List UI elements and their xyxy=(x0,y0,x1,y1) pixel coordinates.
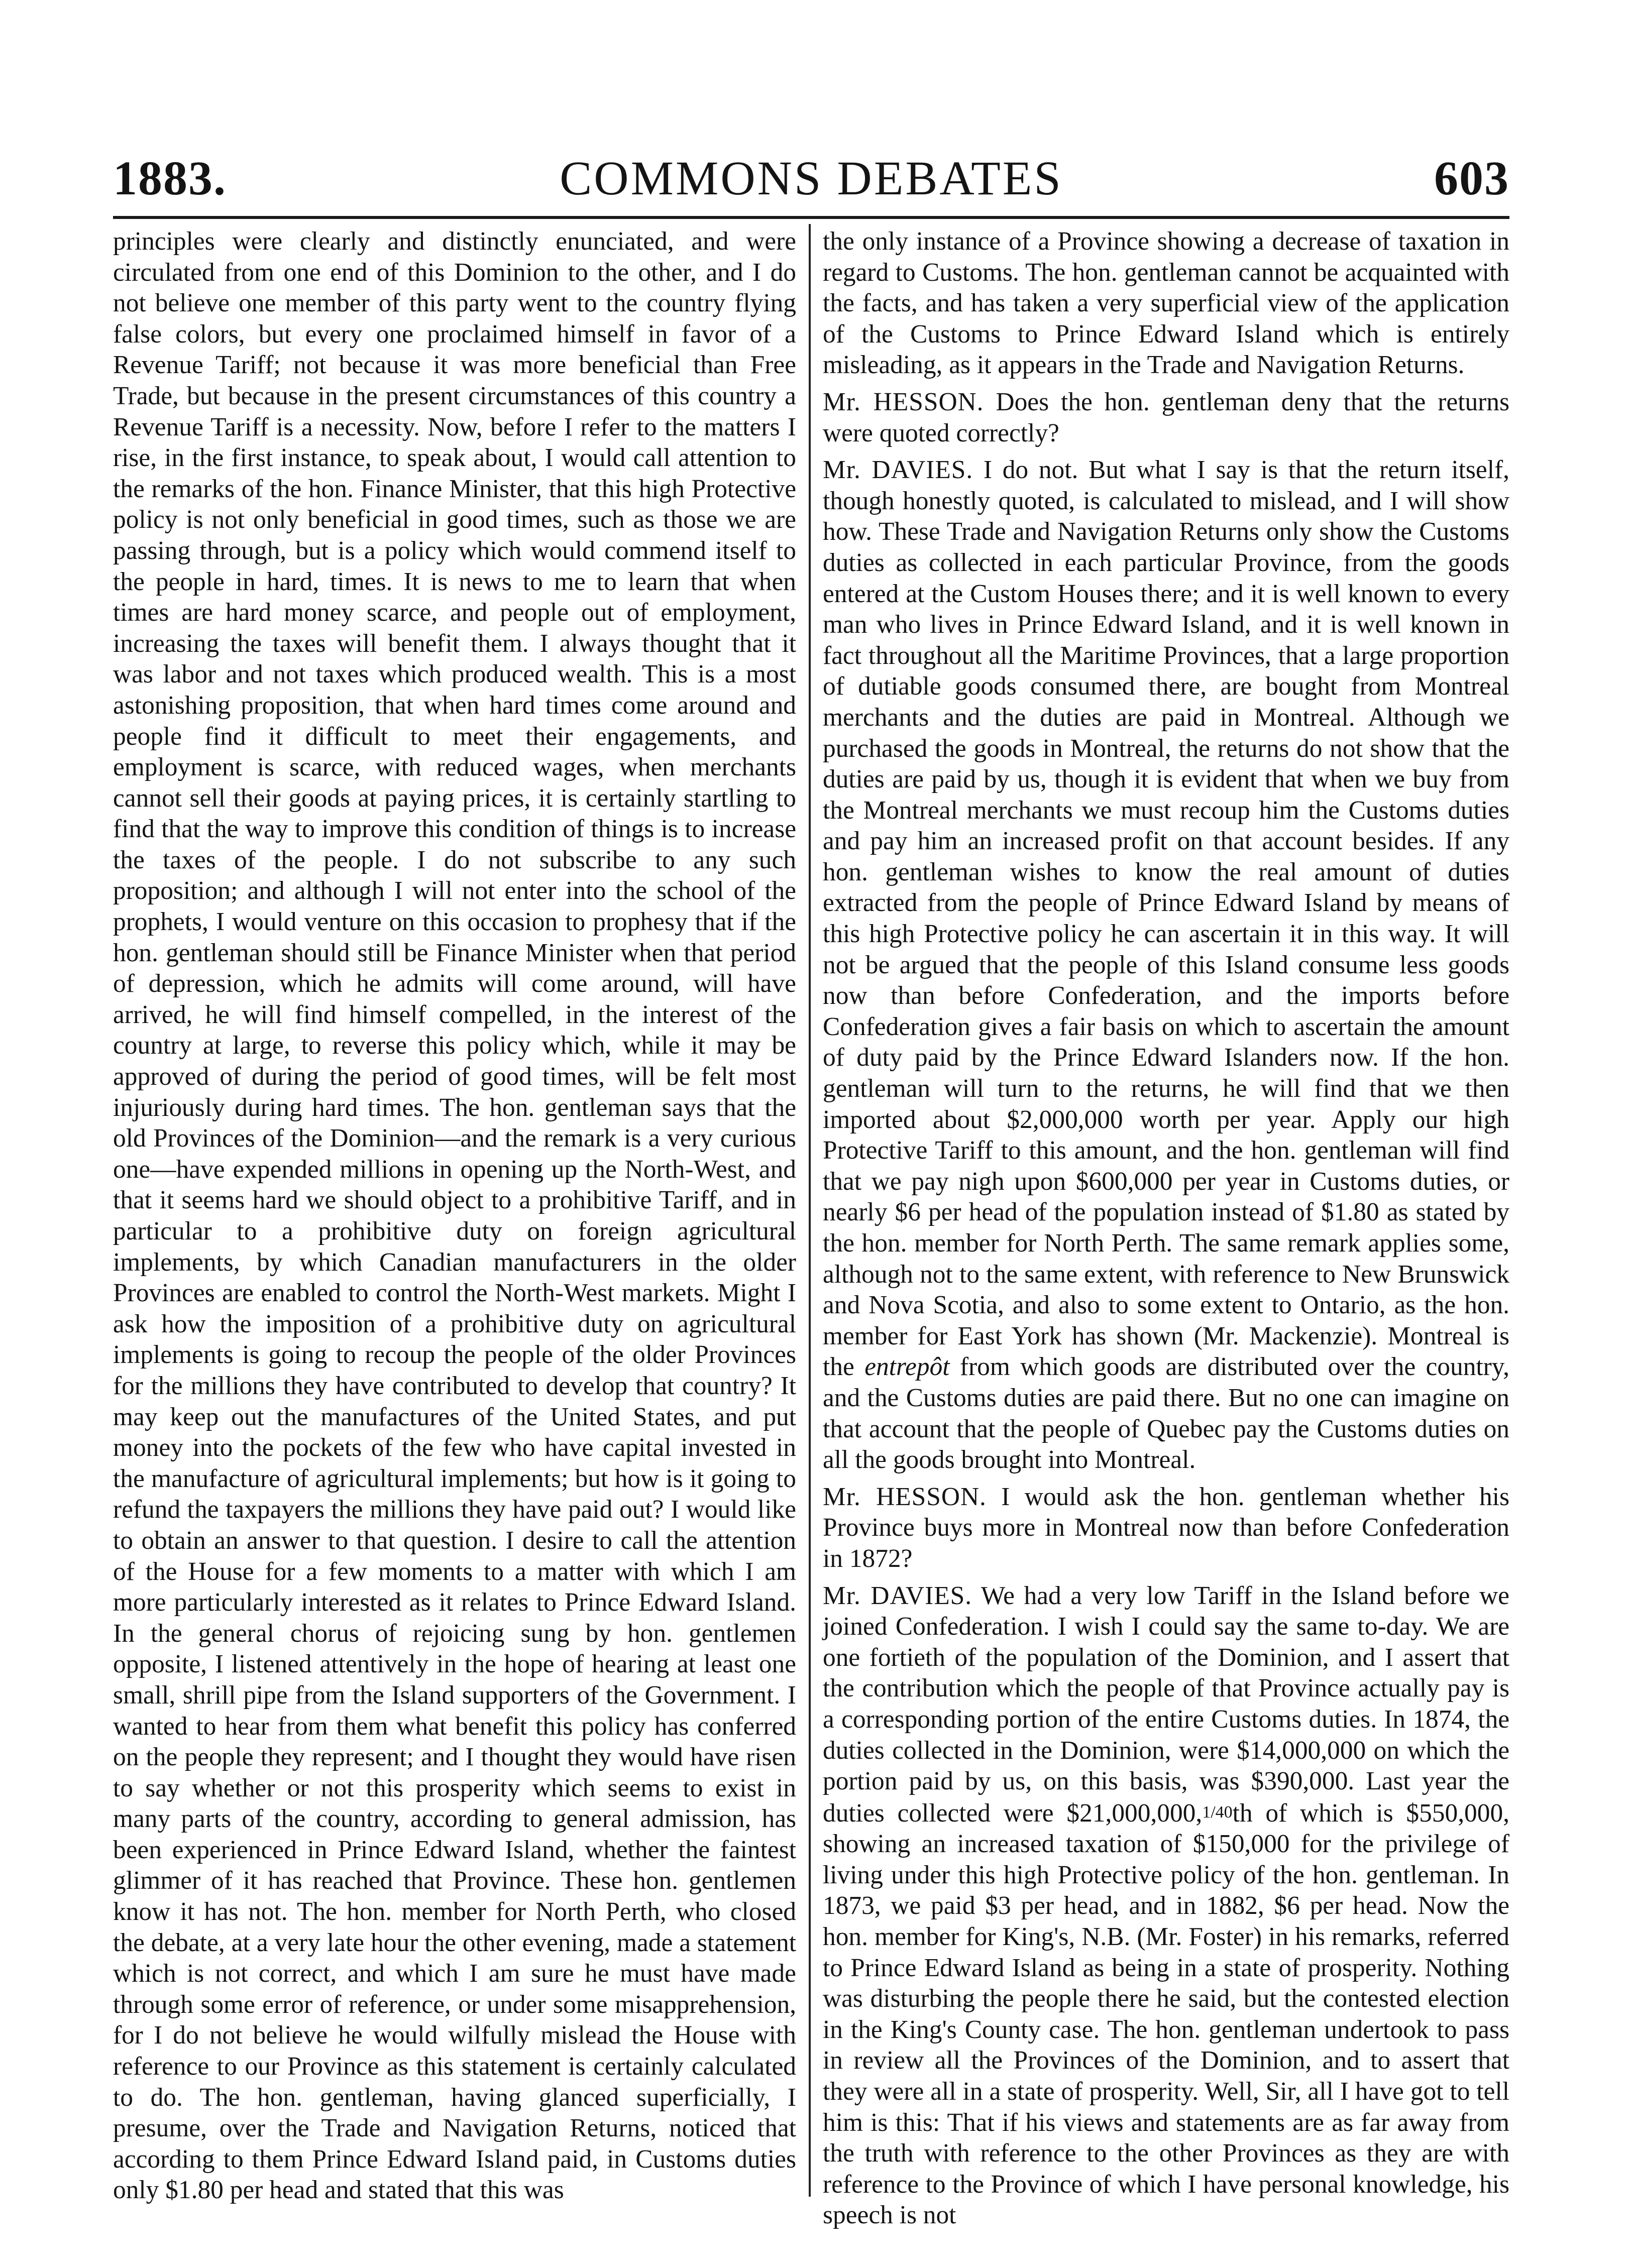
speech-text: I would ask the hon. gentleman whether his Province buys more in Montreal now than before Confederation in 1872? xyxy=(823,1482,1509,1573)
fraction: 1/40 xyxy=(1202,1802,1233,1822)
speech-text: Does the hon. gentleman deny that the returns were quoted correctly? xyxy=(823,387,1509,447)
page-number: 603 xyxy=(1434,151,1509,205)
speech-hesson-2 xyxy=(823,1482,1509,1574)
speech-davies-2 xyxy=(823,1580,1509,2231)
speaker-name: Mr. DAVIES. xyxy=(823,456,973,485)
publication-title: COMMONS DEBATES xyxy=(560,151,1063,205)
header-year: 1883. xyxy=(113,151,227,205)
speech-text-continued: th of which is $550,000, showing an increased taxation of $150,000 for the privilege of living under this high Protective policy of the hon. gentleman. In 1873, we paid $3 per head, and in 1882, $6 per head. Now the hon. member for King's, N.B. (Mr. Foster) in his remarks, referred to Prince Edward Island as being in a state of prosperity. Nothing was disturbing the people there he said, but the contested election in the King's County case. The hon. gentleman undertook to pass in review all the Provinces of the Dominion, and to assert that they were all in a state of prosperity. Well, Sir, all I have got to tell him is this: That if his views and statements are as far away from the truth with reference to the other Provinces as they are with reference to the Province of which I have personal knowledge, his speech is not xyxy=(823,1798,1509,2230)
speaker-name: Mr. HESSON. xyxy=(823,1482,987,1511)
page-header xyxy=(113,151,1509,206)
speech-hesson-1 xyxy=(823,387,1509,448)
speech-text: I do not. But what I say is that the return itself, though honestly quoted, is calculated to mislead, and I will show how. These Trade and Navigation Returns only show the Customs duties as collected in each particular Province, from the goods entered at the Custom Houses there; and it is well known to every man who lives in Prince Edward Island, and it is well known in fact throughout all the Maritime Provinces, that a large proportion of dutiable goods consumed there, are bought from Montreal merchants and the duties are paid in Montreal. Although we purchased the goods in Montreal, the returns do not show that the duties are paid by us, though it is evident that when we buy from the Montreal merchants we must recoup him the Customs duties and pay him an increased profit on that account besides. If any hon. gentleman wishes to know the real amount of duties extracted from the people of Prince Edward Island by means of this high Protective policy he can ascertain it in this way. It will not be argued that the people of this Island consume less goods now than before Confederation, and the imports before Confederation gives a fair basis on which to ascertain the amount of duty paid by the Prince Edward Islanders now. If the hon. gentleman will turn to the returns, he will find that we then imported about $2,000,000 worth per year. Apply our high Protective Tariff to this amount, and the hon. gentleman will find that we pay nigh upon $600,000 per year in Customs duties, or nearly $6 per head of the population instead of $1.80 as stated by the hon. member for North Perth. The same remark applies some, although not to the same extent, with reference to New Brunswick and Nova Scotia, and also to some extent to Ontario, as the hon. member for East York has shown (Mr. Mackenzie). Montreal is the xyxy=(823,456,1509,1382)
right-column xyxy=(823,226,1509,2230)
italic-term: entrepôt xyxy=(864,1352,950,1382)
speech-davies-1 xyxy=(823,455,1509,1476)
paragraph-continued: the only instance of a Province showing a decrease of taxation in regard to Customs. The hon. gentleman cannot be acquainted with the facts, and has taken a very superficial view of the application of the Customs to Prince Edward Island which is entirely misleading, as it appears in the Trade and Navigation Returns. xyxy=(823,227,1509,380)
speech-text: We had a very low Tariff in the Island before we joined Confederation. I wish I could say the same to-day. We are one fortieth of the population of the Dominion, and I assert that the contribution which the people of that Province actually pay is a corresponding portion of the entire Customs duties. In 1874, the duties collected in the Dominion, were $14,000,000 on which the portion paid by us, on this basis, was $390,000. Last year the duties collected were $21,000,000, xyxy=(823,1581,1509,1828)
speech-text-continued: from which goods are distributed over the country, and the Customs duties are paid there. But no one can imagine on that account that the people of Quebec pay the Customs duties on all the goods brought into Montreal. xyxy=(823,1352,1509,1475)
speaker-name: Mr. DAVIES. xyxy=(823,1581,972,1610)
left-column xyxy=(113,226,796,2205)
left-column-text: principles were clearly and distinctly enunciated, and were circulated from one end of this Dominion to the other, and I do not believe one member of this party went to the country flying false colors, but every one proclaimed himself in favor of a Revenue Tariff; not because it was more beneficial than Free Trade, but because in the present circumstances of this country a Revenue Tariff is a necessity. Now, before I refer to the matters I rise, in the first instance, to speak about, I would call attention to the remarks of the hon. Finance Minister, that this high Protective policy is not only beneficial in good times, such as those we are passing through, but is a policy which would commend itself to the people in hard, times. It is news to me to learn that when times are hard money scarce, and people out of employment, increasing the taxes will benefit them. I always thought that it was labor and not taxes which produced wealth. This is a most astonishing proposition, that when hard times come around and people find it difficult to meet their engagements, and employment is scarce, with reduced wages, when merchants cannot sell their goods at paying prices, it is certainly startling to find that the way to improve this condition of things is to increase the taxes of the people. I do not subscribe to any such proposition; and although I will not enter into the school of the prophets, I would venture on this occasion to prophesy that if the hon. gentleman should still be Finance Minister when that period of depression, which he admits will come around, will have arrived, he will find himself compelled, in the interest of the country at large, to reverse this policy which, while it may be approved of during the period of good times, will be felt most injuriously during hard times. The hon. gentleman says that the old Provinces of the Dominion—and the remark is a very curious one—have expended millions in opening up the North-West, and that it seems hard we should object to a prohibitive Tariff, and in particular to a prohibitive duty on foreign agricultural implements, by which Canadian manufacturers in the older Provinces are enabled to control the North-West markets. Might I ask how the imposition of a prohibitive duty on agricultural implements is going to recoup the people of the older Provinces for the millions they have contributed to develop that country? It may keep out the manufactures of the United States, and put money into the pockets of the few who have capital invested in the manufacture of agricultural implements; but how is it going to refund the taxpayers the millions they have paid out? I would like to obtain an answer to that question. I desire to call the attention of the House for a few moments to a matter with which I am more particularly interested as it relates to Prince Edward Island. In the general chorus of rejoicing sung by hon. gentlemen opposite, I listened attentively in the hope of hearing at least one small, shrill pipe from the Island supporters of the Government. I wanted to hear from them what benefit this policy has conferred on the people they represent; and I thought they would have risen to say whether or not this prosperity which seems to exist in many parts of the country, according to general admission, has been experienced in Prince Edward Island, whether the faintest glimmer of it has reached that Province. These hon. gentlemen know it has not. The hon. member for North Perth, who closed the debate, at a very late hour the other evening, made a statement which is not correct, and which I am sure he must have made through some error of reference, or under some misapprehension, for I do not believe he would wilfully mislead the House with reference to our Province as this statement is certainly calculated to do. The hon. gentleman, having glanced superficially, I presume, over the Trade and Navigation Returns, noticed that according to them Prince Edward Island paid, in Customs duties only $1.80 per head and stated that this was xyxy=(113,227,796,2205)
speaker-name: Mr. HESSON. xyxy=(823,387,984,416)
header-rule xyxy=(113,216,1509,219)
column-divider xyxy=(809,224,811,2197)
